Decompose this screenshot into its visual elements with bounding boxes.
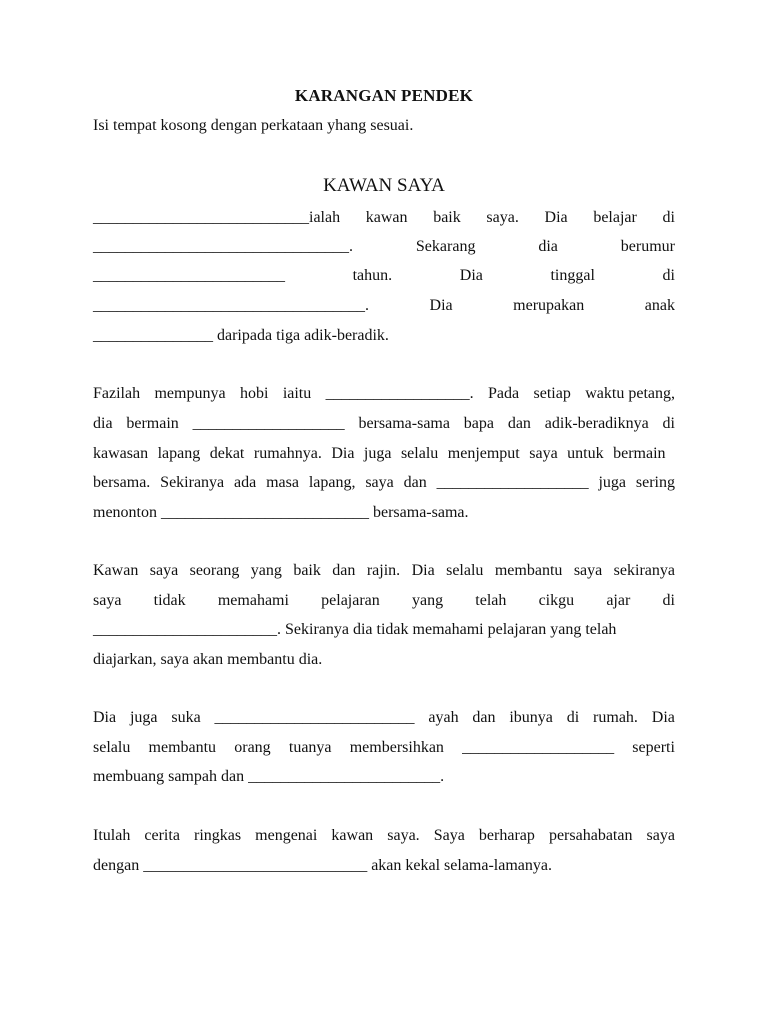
paragraph-4-line-2: [93, 738, 675, 758]
word: untuk: [567, 445, 604, 462]
paragraph-2-line-4: [93, 473, 675, 493]
worksheet-title: KARANGAN PENDEK: [294, 86, 474, 105]
blank-subject[interactable]: _______________________: [93, 621, 277, 638]
word: Sekiranya: [160, 474, 225, 491]
blank-help[interactable]: _________________________: [214, 709, 415, 726]
word: juga: [363, 445, 392, 462]
paragraph-4-line-3: [93, 767, 675, 787]
word: ada: [234, 474, 257, 491]
word: bersama.: [93, 474, 151, 491]
word: bapa: [463, 415, 494, 432]
word: menjemput: [447, 445, 520, 462]
word: selalu: [446, 562, 484, 579]
paragraph-2-line-1: [93, 384, 675, 404]
blank-sibling-order[interactable]: _______________: [93, 327, 213, 344]
word: Pada: [488, 385, 520, 402]
word: ayah: [428, 709, 459, 726]
word: iaitu: [282, 385, 312, 402]
word: bermain: [126, 415, 179, 432]
paragraph-4-line-1: [93, 708, 675, 728]
word: di: [662, 415, 675, 432]
blank-clean[interactable]: ___________________: [462, 739, 615, 756]
paragraph-3-line-1: [93, 561, 675, 581]
word: dia: [538, 238, 558, 255]
word: berharap: [478, 827, 535, 844]
word: dan: [472, 709, 496, 726]
essay-title: KAWAN SAYA: [323, 175, 445, 196]
instruction-text: Isi tempat kosong dengan perkataan yhang sesuai.: [93, 117, 414, 134]
word: ringkas: [193, 827, 242, 844]
word: Dia: [459, 267, 483, 284]
paragraph-2-line-2: [93, 414, 675, 434]
blank-age[interactable]: ________________________: [93, 267, 285, 284]
word: Dia: [93, 709, 117, 726]
word: setiap: [533, 385, 571, 402]
paragraph-2-line-5: [93, 503, 675, 523]
paragraph-3-line-3: [93, 620, 675, 640]
word: anak: [644, 297, 675, 314]
word: selalu: [400, 445, 439, 462]
word: belajar: [593, 209, 637, 226]
word: yang: [250, 562, 282, 579]
word: membantu: [148, 739, 217, 756]
word: dia: [93, 415, 113, 432]
word: hobi: [239, 385, 269, 402]
word: waktu petang,: [585, 385, 675, 402]
word: kawasan: [93, 445, 149, 462]
word: membantu: [494, 562, 563, 579]
blank-game[interactable]: ___________________: [192, 415, 345, 432]
blank-friend-final[interactable]: ____________________________: [143, 857, 368, 874]
paragraph-1-line-3: [93, 266, 675, 286]
blank-friend-name[interactable]: ___________________: [436, 474, 589, 491]
word: Itulah: [93, 827, 131, 844]
word: persahabatan: [548, 827, 633, 844]
word: mempunya: [154, 385, 226, 402]
word: saya.: [387, 827, 420, 844]
word: memahami: [217, 592, 289, 609]
blank-show[interactable]: __________________________: [161, 504, 369, 521]
word: Dia: [429, 297, 453, 314]
word: tidak: [153, 592, 186, 609]
word: dekat: [209, 445, 245, 462]
word: rajin.: [366, 562, 401, 579]
word: Fazilah: [93, 385, 141, 402]
word: kawan: [365, 209, 408, 226]
sentence: diajarkan, saya akan membantu dia.: [93, 651, 323, 668]
word: Kawan: [93, 562, 139, 579]
word: di: [566, 709, 580, 726]
word: merupakan: [513, 297, 585, 314]
word: cikgu: [538, 592, 575, 609]
word: di: [662, 592, 675, 609]
paragraph-2-line-3: [93, 444, 675, 464]
word: adik-beradiknya: [544, 415, 649, 432]
word: akan kekal selama-lamanya.: [371, 857, 552, 874]
paragraph-1-line-1: [93, 208, 675, 228]
paragraph-5-line-1: [93, 826, 675, 846]
word: dan: [403, 474, 427, 491]
word: pelajaran: [321, 592, 380, 609]
word: saya: [573, 562, 603, 579]
word: lapang,: [308, 474, 356, 491]
word: baik: [433, 209, 461, 226]
word: saya: [93, 592, 122, 609]
word: dan: [507, 415, 531, 432]
paragraph-1-line-5: [93, 326, 675, 346]
word: Dia: [411, 562, 435, 579]
word: dengan: [93, 857, 140, 874]
word: seorang: [189, 562, 240, 579]
word: lapang: [157, 445, 201, 462]
word: berumur: [620, 238, 675, 255]
paragraph-1-line-2: [93, 237, 675, 257]
word: cerita: [144, 827, 180, 844]
word: saya: [529, 445, 558, 462]
paragraph-3-line-2: [93, 591, 675, 611]
word: .: [440, 768, 445, 785]
sentence-tail: . Sekiranya dia tidak memahami pelajaran yang telah: [277, 621, 617, 638]
word: sekiranya: [613, 562, 675, 579]
word: telah: [475, 592, 507, 609]
word: selalu: [93, 739, 131, 756]
word: tahun.: [352, 267, 393, 284]
blank-school[interactable]: ________________________________.: [93, 238, 353, 255]
word: ajar: [606, 592, 631, 609]
paragraph-3-line-4: [93, 650, 675, 670]
word: Saya: [433, 827, 465, 844]
word: saya: [365, 474, 394, 491]
word: dan: [332, 562, 356, 579]
blank-chore[interactable]: ________________________: [248, 768, 441, 785]
word: membersihkan: [349, 739, 444, 756]
word: baik: [293, 562, 321, 579]
word: kawan: [331, 827, 374, 844]
word: Dia: [544, 209, 568, 226]
word: juga: [598, 474, 626, 491]
word: Sekarang: [415, 238, 476, 255]
paragraph-5-line-2: [93, 856, 675, 876]
blank-address[interactable]: __________________________________.: [93, 297, 369, 314]
word: di: [662, 209, 675, 226]
paragraph-1-line-4: [93, 296, 675, 316]
word: bersama-sama: [358, 415, 450, 432]
word: orang: [234, 739, 271, 756]
word: yang: [411, 592, 444, 609]
sentence-tail: daripada tiga adik-beradik.: [213, 327, 389, 344]
word: juga: [129, 709, 158, 726]
word: seperti: [632, 739, 675, 756]
blank-hobby[interactable]: __________________.: [325, 385, 474, 402]
word: di: [662, 267, 675, 284]
word: rumah.: [593, 709, 638, 726]
word: tuanya: [288, 739, 332, 756]
word: masa: [266, 474, 299, 491]
word: membuang sampah dan: [93, 768, 245, 785]
word: mengenai: [255, 827, 318, 844]
word: rumahnya.: [253, 445, 322, 462]
word: Dia: [331, 445, 355, 462]
word: bermain: [613, 445, 666, 462]
word: Dia: [651, 709, 675, 726]
word: ibunya: [509, 709, 553, 726]
word: saya: [646, 827, 675, 844]
word: sering: [635, 474, 675, 491]
word: suka: [171, 709, 201, 726]
word: tinggal: [550, 267, 595, 284]
blank-name[interactable]: ___________________________ialah: [93, 209, 341, 226]
word: saya.: [486, 209, 519, 226]
word: menonton: [93, 504, 157, 521]
word: saya: [149, 562, 179, 579]
word: bersama-sama.: [373, 504, 469, 521]
